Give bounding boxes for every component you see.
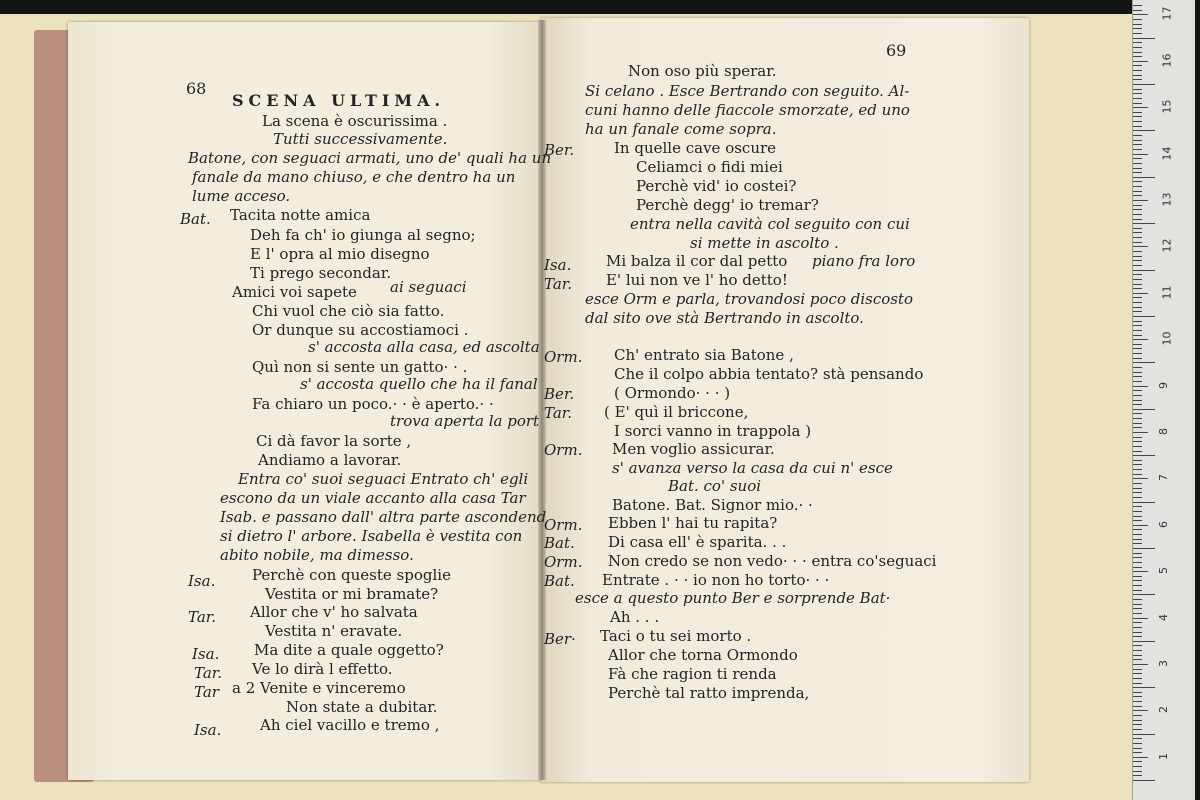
ruler-tick <box>1133 195 1142 196</box>
ruler-number: 14 <box>1160 146 1174 161</box>
ruler-tick <box>1133 511 1142 512</box>
ruler-tick <box>1133 348 1142 349</box>
ruler-number: 8 <box>1157 428 1170 435</box>
ruler-tick <box>1133 223 1155 224</box>
ruler-tick <box>1133 116 1142 117</box>
text-line: Deh fa ch' io giunga al segno; <box>250 226 476 244</box>
text-line: ( E' quì il briccone, <box>604 403 749 421</box>
ruler-tick <box>1133 664 1148 665</box>
ruler-tick <box>1133 121 1142 122</box>
ruler-tick <box>1133 469 1142 470</box>
ruler-tick <box>1133 460 1142 461</box>
ruler-tick <box>1133 710 1148 711</box>
ruler-tick <box>1133 186 1142 187</box>
ruler-number: 1 <box>1157 752 1170 760</box>
ruler-tick <box>1133 771 1142 772</box>
ruler-tick <box>1133 75 1142 76</box>
ruler-tick <box>1133 65 1142 66</box>
ruler-tick <box>1133 325 1142 326</box>
ruler-tick <box>1133 543 1142 544</box>
text-line: Taci o tu sei morto . <box>600 627 752 645</box>
ruler-tick <box>1133 409 1155 410</box>
measuring-ruler <box>1132 0 1195 800</box>
ruler-tick <box>1133 163 1142 164</box>
ruler-tick <box>1133 172 1142 173</box>
ruler-tick <box>1133 297 1142 298</box>
ruler-tick <box>1133 168 1142 169</box>
ruler-tick <box>1133 307 1142 308</box>
text-line: escono da un viale accanto alla casa Tar <box>220 489 526 507</box>
text-line: Si celano . Esce Bertrando con seguito. Al- <box>585 82 910 100</box>
ruler-tick <box>1133 400 1142 401</box>
ruler-tick <box>1133 93 1142 94</box>
ruler-tick <box>1133 149 1142 150</box>
ruler-tick <box>1133 683 1142 684</box>
text-line: I sorci vanno in trappola ) <box>614 422 812 440</box>
ruler-tick <box>1133 339 1148 340</box>
text-line: Perchè tal ratto imprenda, <box>608 684 810 702</box>
ruler-tick <box>1133 279 1142 280</box>
ruler-tick <box>1133 780 1155 781</box>
text-line: Celiamci o fidi miei <box>636 158 783 176</box>
ruler-tick <box>1133 557 1142 558</box>
text-line: Isa. <box>188 572 216 590</box>
text-line: Isa. <box>192 645 220 663</box>
ruler-tick <box>1133 372 1142 373</box>
ruler-tick <box>1133 497 1142 498</box>
ruler-tick <box>1133 478 1148 479</box>
ruler-tick <box>1133 576 1142 577</box>
ruler-tick <box>1133 89 1142 90</box>
ruler-tick <box>1133 645 1142 646</box>
text-line: Ebben l' hai tu rapita? <box>608 514 778 532</box>
ruler-tick <box>1133 539 1142 540</box>
text-line: Fa chiaro un poco.· · è aperto.· · <box>252 395 494 413</box>
ruler-tick <box>1133 562 1142 563</box>
ruler-tick <box>1133 720 1142 721</box>
ruler-tick <box>1133 140 1142 141</box>
text-line: Perchè degg' io tremar? <box>636 196 819 214</box>
ruler-tick <box>1133 553 1142 554</box>
text-line: Orm. <box>544 348 583 366</box>
text-line: Tar. <box>188 608 217 626</box>
text-line: Batone, con seguaci armati, uno de' quali ha un <box>188 149 552 167</box>
ruler-tick <box>1133 260 1142 261</box>
ruler-tick <box>1133 61 1148 62</box>
text-line: entra nella cavità col seguito con cui <box>630 215 910 233</box>
ruler-tick <box>1133 650 1142 651</box>
ruler-number: 5 <box>1157 567 1170 575</box>
ruler-number: 10 <box>1160 331 1174 346</box>
right-page-number: 69 <box>886 41 907 60</box>
ruler-tick <box>1133 757 1148 758</box>
text-line: Isa. <box>194 721 222 739</box>
text-line: Entrate . · · io non ho torto· · · <box>602 571 830 589</box>
ruler-tick <box>1133 344 1142 345</box>
ruler-tick <box>1133 632 1142 633</box>
ruler-tick <box>1133 335 1142 336</box>
text-line: esce a questo punto Ber e sorprende Bat· <box>575 589 891 607</box>
ruler-tick <box>1133 743 1142 744</box>
ruler-tick <box>1133 464 1142 465</box>
text-line: Non state a dubitar. <box>286 698 438 716</box>
text-line: Perchè con queste spoglie <box>252 566 451 584</box>
ruler-tick <box>1133 446 1142 447</box>
text-line: Ber· <box>544 630 576 648</box>
ruler-number: 2 <box>1157 706 1170 714</box>
text-line: lume acceso. <box>192 187 291 205</box>
ruler-tick <box>1133 311 1142 312</box>
ruler-tick <box>1133 353 1142 354</box>
text-line: Ti prego secondar. <box>250 264 392 282</box>
ruler-number: 7 <box>1157 474 1170 482</box>
text-line: Orm. <box>544 441 583 459</box>
ruler-tick <box>1133 386 1148 387</box>
ruler-tick <box>1133 613 1142 614</box>
ruler-number: 13 <box>1160 192 1174 207</box>
text-line: abito nobile, ma dimesso. <box>220 546 414 564</box>
ruler-tick <box>1133 502 1155 503</box>
text-line: Ber. <box>544 385 575 403</box>
ruler-tick <box>1133 237 1142 238</box>
ruler-tick <box>1133 604 1142 605</box>
ruler-tick <box>1133 608 1142 609</box>
text-line: Non credo se non vedo· · · entra co'seguaci <box>608 552 937 570</box>
text-line: Tar <box>194 683 219 701</box>
text-line: Vestita or mi bramate? <box>265 585 439 603</box>
text-line: Bat. co' suoi <box>668 477 762 495</box>
ruler-tick <box>1133 622 1142 623</box>
ruler-tick <box>1133 251 1142 252</box>
ruler-tick <box>1133 38 1155 39</box>
ruler-tick <box>1133 594 1155 595</box>
ruler-tick <box>1133 761 1142 762</box>
text-line: ai seguaci <box>390 278 467 296</box>
scene-title: SCENA ULTIMA. <box>232 91 446 110</box>
ruler-tick <box>1133 232 1142 233</box>
ruler-tick <box>1133 5 1142 6</box>
ruler-tick <box>1133 330 1142 331</box>
ruler-tick <box>1133 256 1142 257</box>
ruler-tick <box>1133 47 1142 48</box>
text-line: Ah ciel vacillo e tremo , <box>260 716 440 734</box>
ruler-tick <box>1133 423 1142 424</box>
text-line: Ber. <box>544 141 575 159</box>
text-line: Ch' entrato sia Batone , <box>614 346 794 364</box>
text-line: Di casa ell' è sparita. . . <box>608 533 787 551</box>
ruler-tick <box>1133 376 1142 377</box>
text-line: Ci dà favor la sorte , <box>256 432 412 450</box>
text-line: Tar. <box>544 404 573 422</box>
ruler-tick <box>1133 418 1142 419</box>
ruler-tick <box>1133 766 1142 767</box>
text-line: E l' opra al mio disegno <box>250 245 430 263</box>
ruler-tick <box>1133 529 1142 530</box>
ruler-tick <box>1133 641 1155 642</box>
text-line: s' accosta alla casa, ed ascolta <box>308 338 540 356</box>
ruler-number: 11 <box>1160 285 1174 300</box>
ruler-tick <box>1133 715 1142 716</box>
text-line: E' lui non ve l' ho detto! <box>606 271 788 289</box>
text-line: ha un fanale come sopra. <box>585 120 777 138</box>
ruler-tick <box>1133 56 1142 57</box>
ruler-number: 9 <box>1157 381 1170 389</box>
ruler-tick <box>1133 10 1142 11</box>
ruler-tick <box>1133 33 1142 34</box>
text-line: Batone. Bat. Signor mio.· · <box>612 496 813 514</box>
ruler-tick <box>1133 534 1142 535</box>
text-line: Men voglio assicurar. <box>612 440 775 458</box>
text-line: La scena è oscurissima . <box>262 112 448 130</box>
ruler-tick <box>1133 669 1142 670</box>
ruler-tick <box>1133 200 1148 201</box>
ruler-tick <box>1133 701 1142 702</box>
text-line: Tutti successivamente. <box>273 130 448 148</box>
text-line: cuni hanno delle fiaccole smorzate, ed uno <box>585 101 910 119</box>
ruler-tick <box>1133 775 1142 776</box>
ruler-tick <box>1133 585 1142 586</box>
text-line: Amici voi sapete <box>232 283 357 301</box>
ruler-tick <box>1133 748 1142 749</box>
ruler-tick <box>1133 367 1142 368</box>
ruler-tick <box>1133 209 1142 210</box>
ruler-tick <box>1133 191 1142 192</box>
text-line: Allor che v' ho salvata <box>250 603 418 621</box>
ruler-tick <box>1133 274 1142 275</box>
text-line: Tar. <box>194 664 223 682</box>
ruler-tick <box>1133 242 1142 243</box>
text-line: Or dunque su accostiamoci . <box>252 321 469 339</box>
text-line: si dietro l' arbore. Isabella è vestita con <box>220 527 523 545</box>
ruler-tick <box>1133 19 1142 20</box>
ruler-tick <box>1133 181 1142 182</box>
ruler-tick <box>1133 706 1142 707</box>
text-line: dal sito ove stà Bertrando in ascolto. <box>585 309 864 327</box>
ruler-tick <box>1133 293 1148 294</box>
ruler-tick <box>1133 590 1142 591</box>
ruler-tick <box>1133 107 1148 108</box>
ruler-tick <box>1133 636 1142 637</box>
text-line: Orm. <box>544 516 583 534</box>
ruler-tick <box>1133 752 1142 753</box>
text-line: si mette in ascolto . <box>690 234 839 252</box>
ruler-tick <box>1133 316 1155 317</box>
ruler-tick <box>1133 451 1142 452</box>
ruler-tick <box>1133 580 1142 581</box>
ruler-tick <box>1133 103 1142 104</box>
ruler-tick <box>1133 520 1142 521</box>
ruler-tick <box>1133 404 1142 405</box>
text-line: ( Ormondo· · · ) <box>614 384 731 402</box>
ruler-tick <box>1133 219 1142 220</box>
ruler-tick <box>1133 126 1142 127</box>
ruler-tick <box>1133 24 1142 25</box>
ruler-tick <box>1133 84 1155 85</box>
ruler-tick <box>1133 659 1142 660</box>
ruler-tick <box>1133 284 1142 285</box>
ruler-tick <box>1133 42 1142 43</box>
text-line: Bat. <box>544 572 575 590</box>
ruler-tick <box>1133 79 1142 80</box>
ruler-tick <box>1133 692 1142 693</box>
text-line: Non oso più sperar. <box>628 62 777 80</box>
ruler-tick <box>1133 158 1142 159</box>
ruler-tick <box>1133 673 1142 674</box>
ruler-tick <box>1133 214 1142 215</box>
ruler-tick <box>1133 729 1142 730</box>
left-page-number: 68 <box>186 79 207 98</box>
text-line: piano fra loro <box>812 252 916 270</box>
ruler-tick <box>1133 265 1142 266</box>
ruler-tick <box>1133 655 1142 656</box>
text-line: Isab. e passano dall' altra parte ascondend <box>220 508 547 526</box>
ruler-tick <box>1133 455 1155 456</box>
ruler-tick <box>1133 14 1148 15</box>
ruler-tick <box>1133 696 1142 697</box>
ruler-tick <box>1133 28 1142 29</box>
ruler-tick <box>1133 302 1142 303</box>
ruler-number: 15 <box>1160 99 1174 114</box>
ruler-tick <box>1133 687 1155 688</box>
text-line: Ma dite a quale oggetto? <box>254 641 444 659</box>
text-line: Orm. <box>544 553 583 571</box>
ruler-tick <box>1133 483 1142 484</box>
text-line: trova aperta la port <box>390 412 540 430</box>
ruler-tick <box>1133 525 1148 526</box>
text-line: s' accosta quello che ha il fanal <box>300 375 538 393</box>
text-line: Chi vuol che ciò sia fatto. <box>252 302 445 320</box>
ruler-tick <box>1133 177 1155 178</box>
text-line: Fà che ragion ti renda <box>608 665 777 683</box>
ruler-tick <box>1133 571 1148 572</box>
ruler-tick <box>1133 548 1155 549</box>
ruler-tick <box>1133 98 1142 99</box>
text-line: Ah . . . <box>610 608 660 626</box>
ruler-tick <box>1133 390 1142 391</box>
text-line: Ve lo dirà l effetto. <box>252 660 393 678</box>
ruler-tick <box>1133 228 1142 229</box>
text-line: Andiamo a lavorar. <box>258 451 402 469</box>
text-line: Tacita notte amica <box>230 206 371 224</box>
ruler-tick <box>1133 567 1142 568</box>
text-line: Isa. <box>544 256 572 274</box>
ruler-tick <box>1133 724 1142 725</box>
ruler-number: 3 <box>1157 660 1170 667</box>
text-line: Vestita n' eravate. <box>265 622 403 640</box>
ruler-tick <box>1133 734 1155 735</box>
ruler-number: 12 <box>1160 238 1174 253</box>
text-line: esce Orm e parla, trovandosi poco discosto <box>585 290 914 308</box>
text-line: Allor che torna Ormondo <box>608 646 798 664</box>
text-line: Bat. <box>180 210 211 228</box>
ruler-tick <box>1133 135 1142 136</box>
ruler-tick <box>1133 395 1142 396</box>
ruler-number: 4 <box>1157 613 1170 621</box>
text-line: Entra co' suoi seguaci Entrato ch' egli <box>238 470 529 488</box>
text-line: Perchè vid' io costei? <box>636 177 797 195</box>
ruler-tick <box>1133 70 1142 71</box>
text-line: Che il colpo abbia tentato? stà pensando <box>614 365 924 383</box>
ruler-tick <box>1133 738 1142 739</box>
ruler-tick <box>1133 441 1142 442</box>
ruler-tick <box>1133 112 1142 113</box>
text-line: Mi balza il cor dal petto <box>606 252 788 270</box>
ruler-tick <box>1133 144 1142 145</box>
ruler-tick <box>1133 678 1142 679</box>
ruler-tick <box>1133 488 1142 489</box>
ruler-tick <box>1133 413 1142 414</box>
ruler-tick <box>1133 358 1142 359</box>
ruler-tick <box>1133 506 1142 507</box>
ruler-tick <box>1133 270 1155 271</box>
ruler-tick <box>1133 246 1148 247</box>
ruler-tick <box>1133 516 1142 517</box>
ruler-tick <box>1133 381 1142 382</box>
ruler-tick <box>1133 362 1155 363</box>
ruler-tick <box>1133 474 1142 475</box>
text-line: a 2 Venite e vinceremo <box>232 679 406 697</box>
ruler-tick <box>1133 130 1155 131</box>
text-line: fanale da mano chiuso, e che dentro ha un <box>192 168 516 186</box>
text-line: Bat. <box>544 534 575 552</box>
ruler-tick <box>1133 437 1142 438</box>
ruler-tick <box>1133 52 1142 53</box>
ruler-tick <box>1133 154 1148 155</box>
ruler-number: 16 <box>1160 53 1174 68</box>
text-line: s' avanza verso la casa da cui n' esce <box>612 459 893 477</box>
ruler-tick <box>1133 321 1142 322</box>
ruler-number: 17 <box>1160 6 1174 21</box>
ruler-tick <box>1133 627 1142 628</box>
ruler-tick <box>1133 432 1148 433</box>
text-line: Quì non si sente un gatto· · . <box>252 358 468 376</box>
ruler-tick <box>1133 427 1142 428</box>
text-line: In quelle cave oscure <box>614 139 777 157</box>
ruler-tick <box>1133 288 1142 289</box>
ruler-tick <box>1133 599 1142 600</box>
ruler-tick <box>1133 205 1142 206</box>
text-line: Tar. <box>544 275 573 293</box>
ruler-tick <box>1133 618 1148 619</box>
ruler-number: 6 <box>1157 520 1170 528</box>
ruler-tick <box>1133 492 1142 493</box>
